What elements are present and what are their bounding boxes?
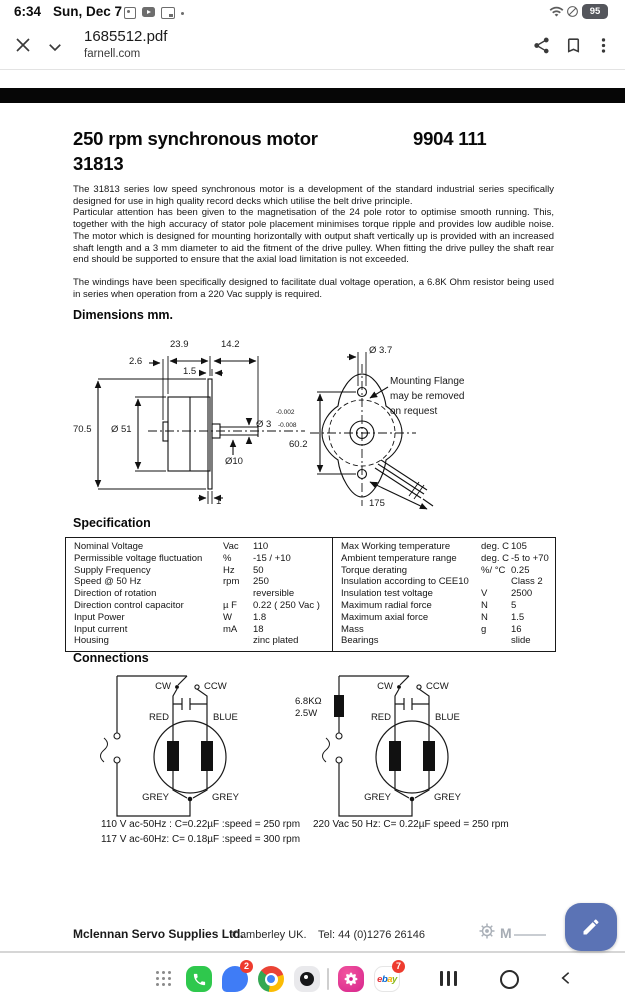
spec-value: 2500: [511, 588, 533, 600]
footer-company: Mclennan Servo Supplies Ltd.: [73, 927, 244, 941]
spec-unit: %: [223, 552, 232, 564]
document-source: farnell.com: [84, 48, 141, 60]
do-not-disturb-icon: [566, 5, 579, 18]
doc-paragraphs: [73, 184, 554, 300]
chrome-app-icon[interactable]: [258, 966, 284, 992]
spec-label: Mass: [341, 623, 364, 635]
spec-value: 0.25: [511, 564, 530, 576]
spec-row: [333, 541, 555, 553]
spec-row: [66, 612, 332, 624]
home-nav-button[interactable]: [500, 970, 519, 989]
dim-body-diameter: Ø 51: [111, 424, 132, 435]
bookmark-icon[interactable]: [561, 33, 585, 57]
doc-title-line2: 31813: [73, 153, 124, 174]
edit-fab-button[interactable]: [565, 903, 617, 951]
spec-unit: Vac: [223, 541, 239, 552]
spec-row: [66, 565, 332, 577]
spec-row: [66, 588, 332, 600]
paragraph-2: Particular attention has been given to the magnetisation of the 24 pole rotor to optimise smooth running. This, together with the high accuracy of stator pole placement minimises torque ripple and provides low audible noise. The motor which is designed for mounting horizontally with output shaft vertically up is provided with an increased shaft length and a 3 mm diameter to aid the fitment of the drive pulley. When fitting the drive pulley the shaft rear end should be supported to ensure that the axial load limitation is not exceeded.: [73, 207, 554, 266]
spec-unit: mA: [223, 623, 238, 635]
spec-unit: N: [481, 611, 488, 623]
label-grey: GREY: [142, 792, 169, 803]
recents-nav-button[interactable]: [440, 971, 457, 986]
spec-label: Permissible voltage fluctuation: [74, 552, 203, 564]
circuit-diagram-110v: [73, 670, 303, 822]
screen-capture-icon: [124, 7, 136, 19]
document-title: 1685512.pdf: [84, 28, 168, 45]
spec-row: [333, 612, 555, 624]
dim-hole-span: 60.2: [289, 439, 308, 450]
spec-unit: Hz: [223, 564, 235, 576]
resistor-value: 6.8KΩ: [295, 696, 322, 707]
spec-row: [66, 553, 332, 565]
dim-tolerance-lower: -0.008: [278, 422, 297, 429]
label-blue: BLUE: [213, 712, 238, 723]
app-drawer-icon[interactable]: [156, 971, 172, 987]
dim-body-length: 23.9: [170, 339, 189, 350]
spec-value: 18: [253, 623, 264, 635]
spec-unit: µ F: [223, 599, 237, 611]
spec-row: [66, 624, 332, 636]
ebay-letter: y: [392, 973, 397, 985]
spec-label: Supply Frequency: [74, 564, 151, 576]
dim-rear-boss: 2.6: [129, 356, 143, 367]
dim-wire-length: 175: [369, 498, 385, 509]
phone-app-icon[interactable]: [186, 966, 212, 992]
connections-heading: Connections: [73, 651, 149, 665]
ebay-letter: a: [387, 973, 393, 985]
label-ccw: CCW: [204, 681, 227, 692]
label-cw: CW: [155, 681, 171, 692]
resistor-power: 2.5W: [295, 708, 318, 719]
spec-row: [333, 565, 555, 577]
paragraph-1: The 31813 series low speed synchronous motor is a development of the standard industrial series specifically designed for use in high quality record decks which utilise the belt drive principle.: [73, 184, 554, 207]
mclennan-logo-letter: M: [500, 925, 512, 941]
spec-label: Insulation according to CEE10: [341, 576, 469, 588]
doc-title-line1: 250 rpm synchronous motor: [73, 128, 318, 149]
dimensions-figure: [73, 336, 573, 518]
flower-icon: [341, 969, 361, 989]
header-divider: [0, 69, 625, 70]
messages-badge: 2: [240, 960, 253, 973]
spec-label: Direction control capacitor: [74, 599, 184, 611]
spec-value: slide: [511, 635, 531, 647]
label-cw: CW: [377, 681, 393, 692]
specification-table: [65, 537, 556, 652]
picture-in-picture-icon: [161, 7, 175, 19]
dim-tolerance-upper: -0.002: [276, 409, 295, 416]
camera-app-icon[interactable]: [294, 966, 320, 992]
spec-row: [333, 635, 555, 647]
spec-label: Input current: [74, 623, 128, 635]
page-bottom-edge: [0, 951, 625, 953]
spec-row: [333, 600, 555, 612]
spec-row: [333, 576, 555, 588]
spec-unit: rpm: [223, 576, 240, 588]
circuit-diagram-220v: [295, 670, 525, 822]
spec-unit: V: [481, 588, 488, 600]
dock-divider: [327, 968, 329, 990]
spec-unit: g: [481, 623, 487, 635]
spec-row: [66, 576, 332, 588]
specification-heading: Specification: [73, 516, 151, 530]
spec-value: 250: [253, 576, 269, 588]
spec-label: Nominal Voltage: [74, 541, 144, 552]
system-dock: [0, 958, 625, 1000]
flange-note-line2: may be removed: [390, 391, 465, 402]
spec-value: -15 / +10: [253, 552, 291, 564]
spec-table-right: [333, 538, 555, 651]
status-date: Sun, Dec 7: [53, 4, 123, 19]
dim-shaft-length: 14.2: [221, 339, 240, 350]
youtube-notification-icon: [142, 7, 155, 17]
dim-flange-thickness: 1: [216, 496, 222, 507]
spec-label: Insulation test voltage: [341, 588, 433, 600]
chevron-down-icon[interactable]: [43, 35, 67, 59]
spec-value: zinc plated: [253, 635, 299, 647]
dim-shaft-diameter: Ø 3: [256, 419, 272, 430]
flange-note-line1: Mounting Flange: [390, 376, 465, 387]
spec-label: Max Working temperature: [341, 541, 451, 552]
ebay-letter: e: [377, 973, 382, 985]
spec-unit: %/ °C: [481, 564, 506, 576]
spec-label: Ambient temperature range: [341, 552, 457, 564]
spec-value: 16: [511, 623, 522, 635]
back-nav-button[interactable]: [558, 970, 574, 986]
spec-unit: deg. C: [481, 552, 509, 564]
share-icon[interactable]: [529, 33, 553, 57]
spec-value: 0.22 ( 250 Vac ): [253, 599, 320, 611]
wifi-icon: [549, 5, 564, 18]
ebay-badge: 7: [392, 960, 405, 973]
spec-label: Direction of rotation: [74, 588, 157, 600]
spec-value: 1.8: [253, 611, 267, 623]
label-red: RED: [148, 712, 169, 723]
spec-unit: deg. C: [481, 541, 509, 552]
dim-boss-diameter: Ø10: [225, 456, 243, 467]
label-blue: BLUE: [435, 712, 460, 723]
spec-unit: N: [481, 599, 488, 611]
circuit1-caption-60hz: 117 V ac-60Hz: C= 0.18µF :speed = 300 rpm: [101, 834, 301, 845]
spec-row: [66, 635, 332, 647]
spec-label: Speed @ 50 Hz: [74, 576, 142, 588]
spec-row: [66, 541, 332, 553]
label-ccw: CCW: [426, 681, 449, 692]
spec-label: Maximum axial force: [341, 611, 429, 623]
pencil-icon: [581, 917, 601, 937]
battery-indicator: 95: [582, 4, 608, 19]
gear-logo-icon: [478, 922, 496, 940]
ebay-letter: b: [381, 973, 388, 985]
dimensions-heading: Dimensions mm.: [73, 308, 174, 322]
spec-row: [333, 588, 555, 600]
circuit1-caption-50hz: 110 V ac-50Hz : C=0.22µF :speed = 250 rpm: [101, 819, 301, 830]
dim-height: 70.5: [73, 424, 92, 435]
more-options-icon[interactable]: [591, 33, 615, 57]
spec-unit: W: [223, 611, 232, 623]
spec-value: 105: [511, 541, 527, 552]
spec-label: Housing: [74, 635, 109, 647]
spec-value: reversible: [253, 588, 295, 600]
status-time: 6:34: [14, 4, 42, 19]
gallery-app-icon[interactable]: [338, 966, 364, 992]
spec-value: -5 to +70: [511, 552, 549, 564]
spec-value: 5: [511, 599, 517, 611]
flange-note-line3: on request: [390, 406, 438, 417]
spec-row: [66, 600, 332, 612]
spec-row: [333, 624, 555, 636]
mclennan-logo-rule: [514, 934, 546, 936]
spec-row: [333, 553, 555, 565]
spec-label: Bearings: [341, 635, 379, 647]
spec-value: 50: [253, 564, 264, 576]
spec-value: 1.5: [511, 611, 525, 623]
label-grey: GREY: [364, 792, 391, 803]
spec-label: Input Power: [74, 611, 125, 623]
spec-value: 110: [253, 541, 269, 552]
footer-location: Camberley UK.: [232, 929, 307, 941]
doc-part-code: 9904 111: [413, 128, 487, 149]
circuit2-caption: 220 Vac 50 Hz: C= 0.22µF speed = 250 rpm: [313, 819, 509, 830]
label-red: RED: [370, 712, 391, 723]
spec-value: Class 2: [511, 576, 543, 588]
spec-label: Torque derating: [341, 564, 408, 576]
spec-label: Maximum radial force: [341, 599, 432, 611]
dimensions-drawing: [73, 336, 573, 518]
spec-table-left: [66, 538, 333, 651]
paragraph-3: The windings have been specifically designed to facilitate dual voltage operation, a 6.8K Ohm resistor being used in series when operation from a 220 Vac supply is required.: [73, 276, 554, 300]
more-notifications-dot-icon: [181, 12, 184, 15]
label-grey: GREY: [434, 792, 461, 803]
label-grey: GREY: [212, 792, 239, 803]
dim-hole-diameter: Ø 3.7: [369, 345, 393, 356]
footer-telephone: Tel: 44 (0)1276 26146: [318, 929, 426, 941]
page-gap-strip: [0, 88, 625, 103]
close-icon[interactable]: [11, 33, 35, 57]
dim-gap: 1.5: [183, 366, 197, 377]
